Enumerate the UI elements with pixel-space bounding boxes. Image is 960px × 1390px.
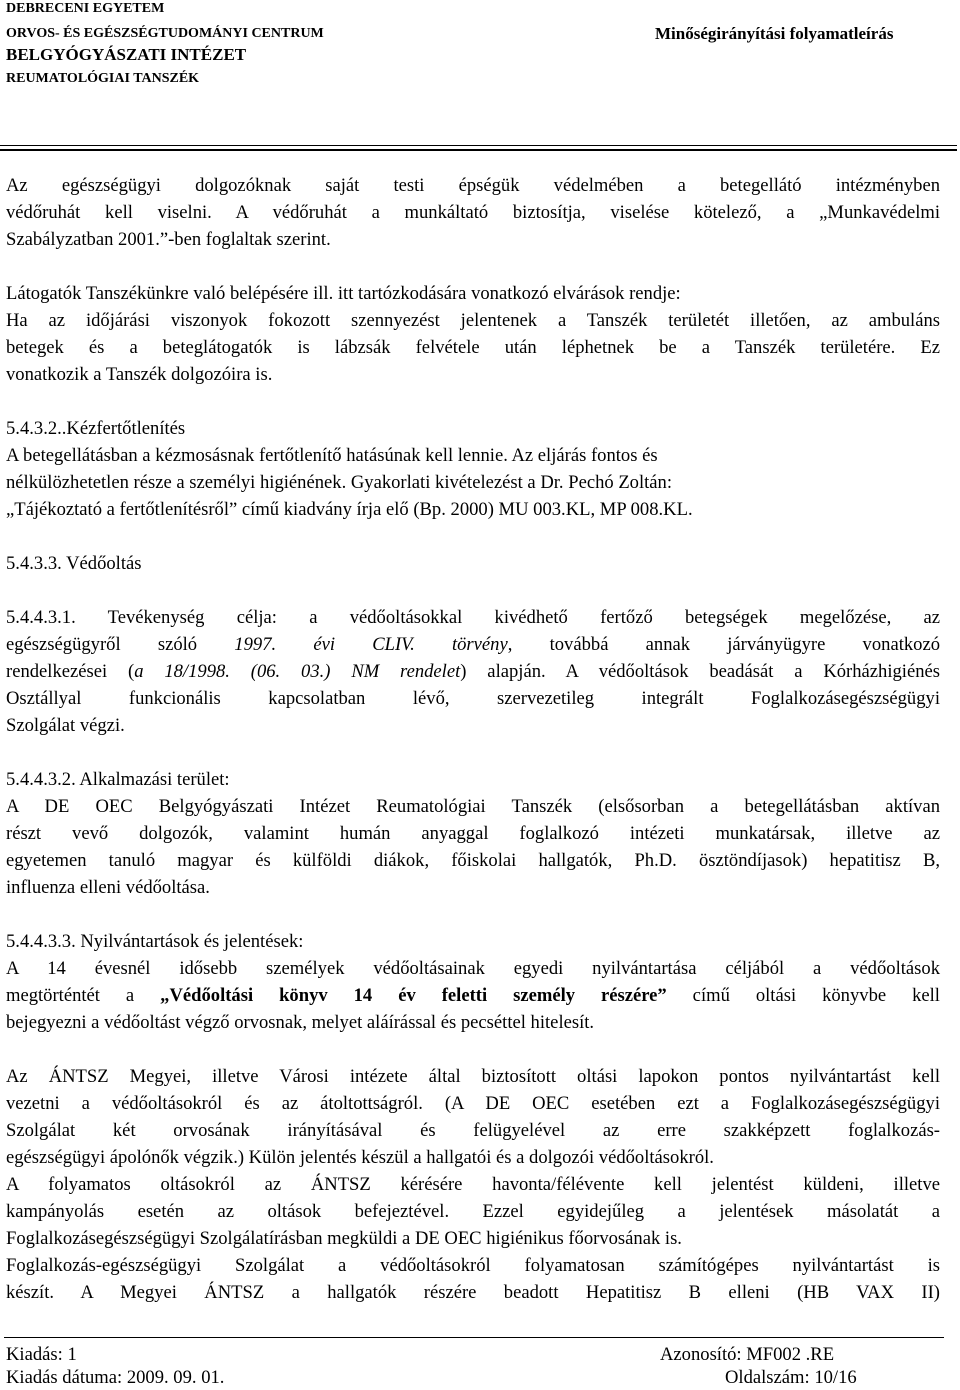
- text-line: A DE OEC Belgyógyászati Intézet Reumatológiai Tanszék (elsősorban a betegellátásban aktívan: [6, 796, 940, 817]
- text-line: Osztállyal funkcionális kapcsolatban lévő, szervezetileg integrált Foglalkozásegészségügyi: [6, 688, 940, 709]
- header-rule-thick: [0, 149, 957, 151]
- text-line: Szabályzatban 2001.”-ben foglaltak szerint.: [6, 229, 331, 250]
- text-line: vezetni a védőoltásokról és az átoltottságról. (A DE OEC esetében ezt a Foglalkozásegészségügyi: [6, 1093, 940, 1114]
- header-institute: BELGYÓGYÁSZATI INTÉZET: [6, 45, 247, 64]
- header-university: DEBRECENI EGYETEM: [6, 1, 165, 16]
- text-line: Az ÁNTSZ Megyei, illetve Városi intézete által biztosított oltási lapokon pontos nyilvántartást kell: [6, 1066, 940, 1087]
- text-line: 5.4.4.3.1. Tevékenység célja: a védőoltásokkal kivédhető fertőző betegségek megelőzése, az: [6, 607, 940, 628]
- section-heading: 5.4.3.2..Kézfertőtlenítés: [6, 418, 186, 439]
- header-doc-type: Minőségirányítási folyamatleírás: [655, 24, 894, 43]
- text-line: A betegellátásban a kézmosásnak fertőtlenítő hatásúnak kell lennie. Az eljárás fontos és: [6, 445, 658, 466]
- text-line: Ha az időjárási viszonyok fokozott szennyezést jelentenek a Tanszék területét illetően, az ambuláns: [6, 310, 940, 331]
- text-line: kampányolás esetén az oltások befejeztével. Ezzel egyidejűleg a jelentések másolatát a: [6, 1201, 940, 1222]
- text-line: Foglalkozásegészségügyi Szolgálatírásban megküldi a DE OEC higiénikus főorvosának is.: [6, 1228, 682, 1249]
- text-line: Foglalkozás-egészségügyi Szolgálat a védőoltásokról folyamatosan számítógépes nyilvántartást is: [6, 1255, 940, 1276]
- text-line: betegek és a beteglátogatók is lábzsák felvétele után léphetnek be a Tanszék területére. Ez: [6, 337, 940, 358]
- text-line: A folyamatos oltásokról az ÁNTSZ kérésére havonta/félévente kell jelentést küldeni, illetve: [6, 1174, 940, 1195]
- text-line: részt vevő dolgozók, valamint humán anyaggal foglalkozó intézeti munkatársak, illetve az: [6, 823, 940, 844]
- text-line: megtörténtét a „Védőoltási könyv 14 év feletti személy részére” című oltási könyvbe kell: [6, 985, 940, 1006]
- text-line: rendelkezései (a 18/1998. (06. 03.) NM rendelet) alapján. A védőoltások beadását a Kórházhigiénés: [6, 661, 941, 682]
- text-line: egyetemen tanuló magyar és külföldi diákok, főiskolai hallgatók, Ph.D. ösztöndíjasok) hepatitisz B,: [6, 850, 940, 871]
- header-center: ORVOS- ÉS EGÉSZSÉGTUDOMÁNYI CENTRUM: [6, 26, 324, 41]
- body-text: [6, 172, 940, 1306]
- text-line: bejegyezni a védőoltást végző orvosnak, melyet aláírással és pecséttel hitelesít.: [6, 1012, 595, 1033]
- text-line: nélkülözhetetlen része a személyi higiénének. Gyakorlati kivételezést a Dr. Pechó Zoltán:: [6, 472, 673, 493]
- text-line: influenza elleni védőoltása.: [6, 877, 210, 898]
- footer-rule: [4, 1337, 944, 1338]
- footer-issue: Kiadás: 1: [6, 1344, 77, 1365]
- header-department: REUMATOLÓGIAI TANSZÉK: [6, 71, 200, 86]
- section-heading: 5.4.4.3.2. Alkalmazási terület:: [6, 769, 230, 790]
- header-rule-thin: [0, 145, 957, 146]
- text-line: vonatkozik a Tanszék dolgozóira is.: [6, 364, 273, 385]
- text-line: A 14 évesnél idősebb személyek védőoltásainak egyedi nyilvántartása céljából a védőoltások: [6, 958, 940, 979]
- text-line: Szolgálat két orvosának irányításával és felügyelével az erre szakképzett foglalkozás-: [6, 1120, 940, 1141]
- text-line: Látogatók Tanszékünkre való belépésére ill. itt tartózkodására vonatkozó elvárások rendje:: [6, 283, 681, 304]
- footer-document-id: Azonosító: MF002 .RE: [660, 1344, 835, 1365]
- section-heading: 5.4.4.3.3. Nyilvántartások és jelentések:: [6, 931, 304, 952]
- text-line: Szolgálat végzi.: [6, 715, 125, 736]
- footer-page-number: Oldalszám: 10/16: [725, 1367, 857, 1388]
- text-line: védőruhát kell viselni. A védőruhát a munkáltató biztosítja, viselése kötelező, a „Munkavédelmi: [6, 202, 940, 223]
- text-line: egészségügyi ápolónők végzik.) Külön jelentés készül a hallgatói és a dolgozói védőoltásokról.: [6, 1147, 714, 1168]
- text-line: „Tájékoztató a fertőtlenítésről” című kiadvány írja elő (Bp. 2000) MU 003.KL, MP 008.KL.: [6, 499, 693, 520]
- footer-issue-date: Kiadás dátuma: 2009. 09. 01.: [6, 1367, 225, 1388]
- text-line: egészségügyről szóló 1997. évi CLIV. törvény, továbbá annak járványügyre vonatkozó: [6, 634, 941, 655]
- section-heading: 5.4.3.3. Védőoltás: [6, 553, 142, 574]
- text-line: készít. A Megyei ÁNTSZ a hallgatók részére beadott Hepatitisz B elleni (HB VAX II): [6, 1282, 940, 1303]
- text-line: Az egészségügyi dolgozóknak saját testi épségük védelmében a betegellátó intézményben: [6, 175, 940, 196]
